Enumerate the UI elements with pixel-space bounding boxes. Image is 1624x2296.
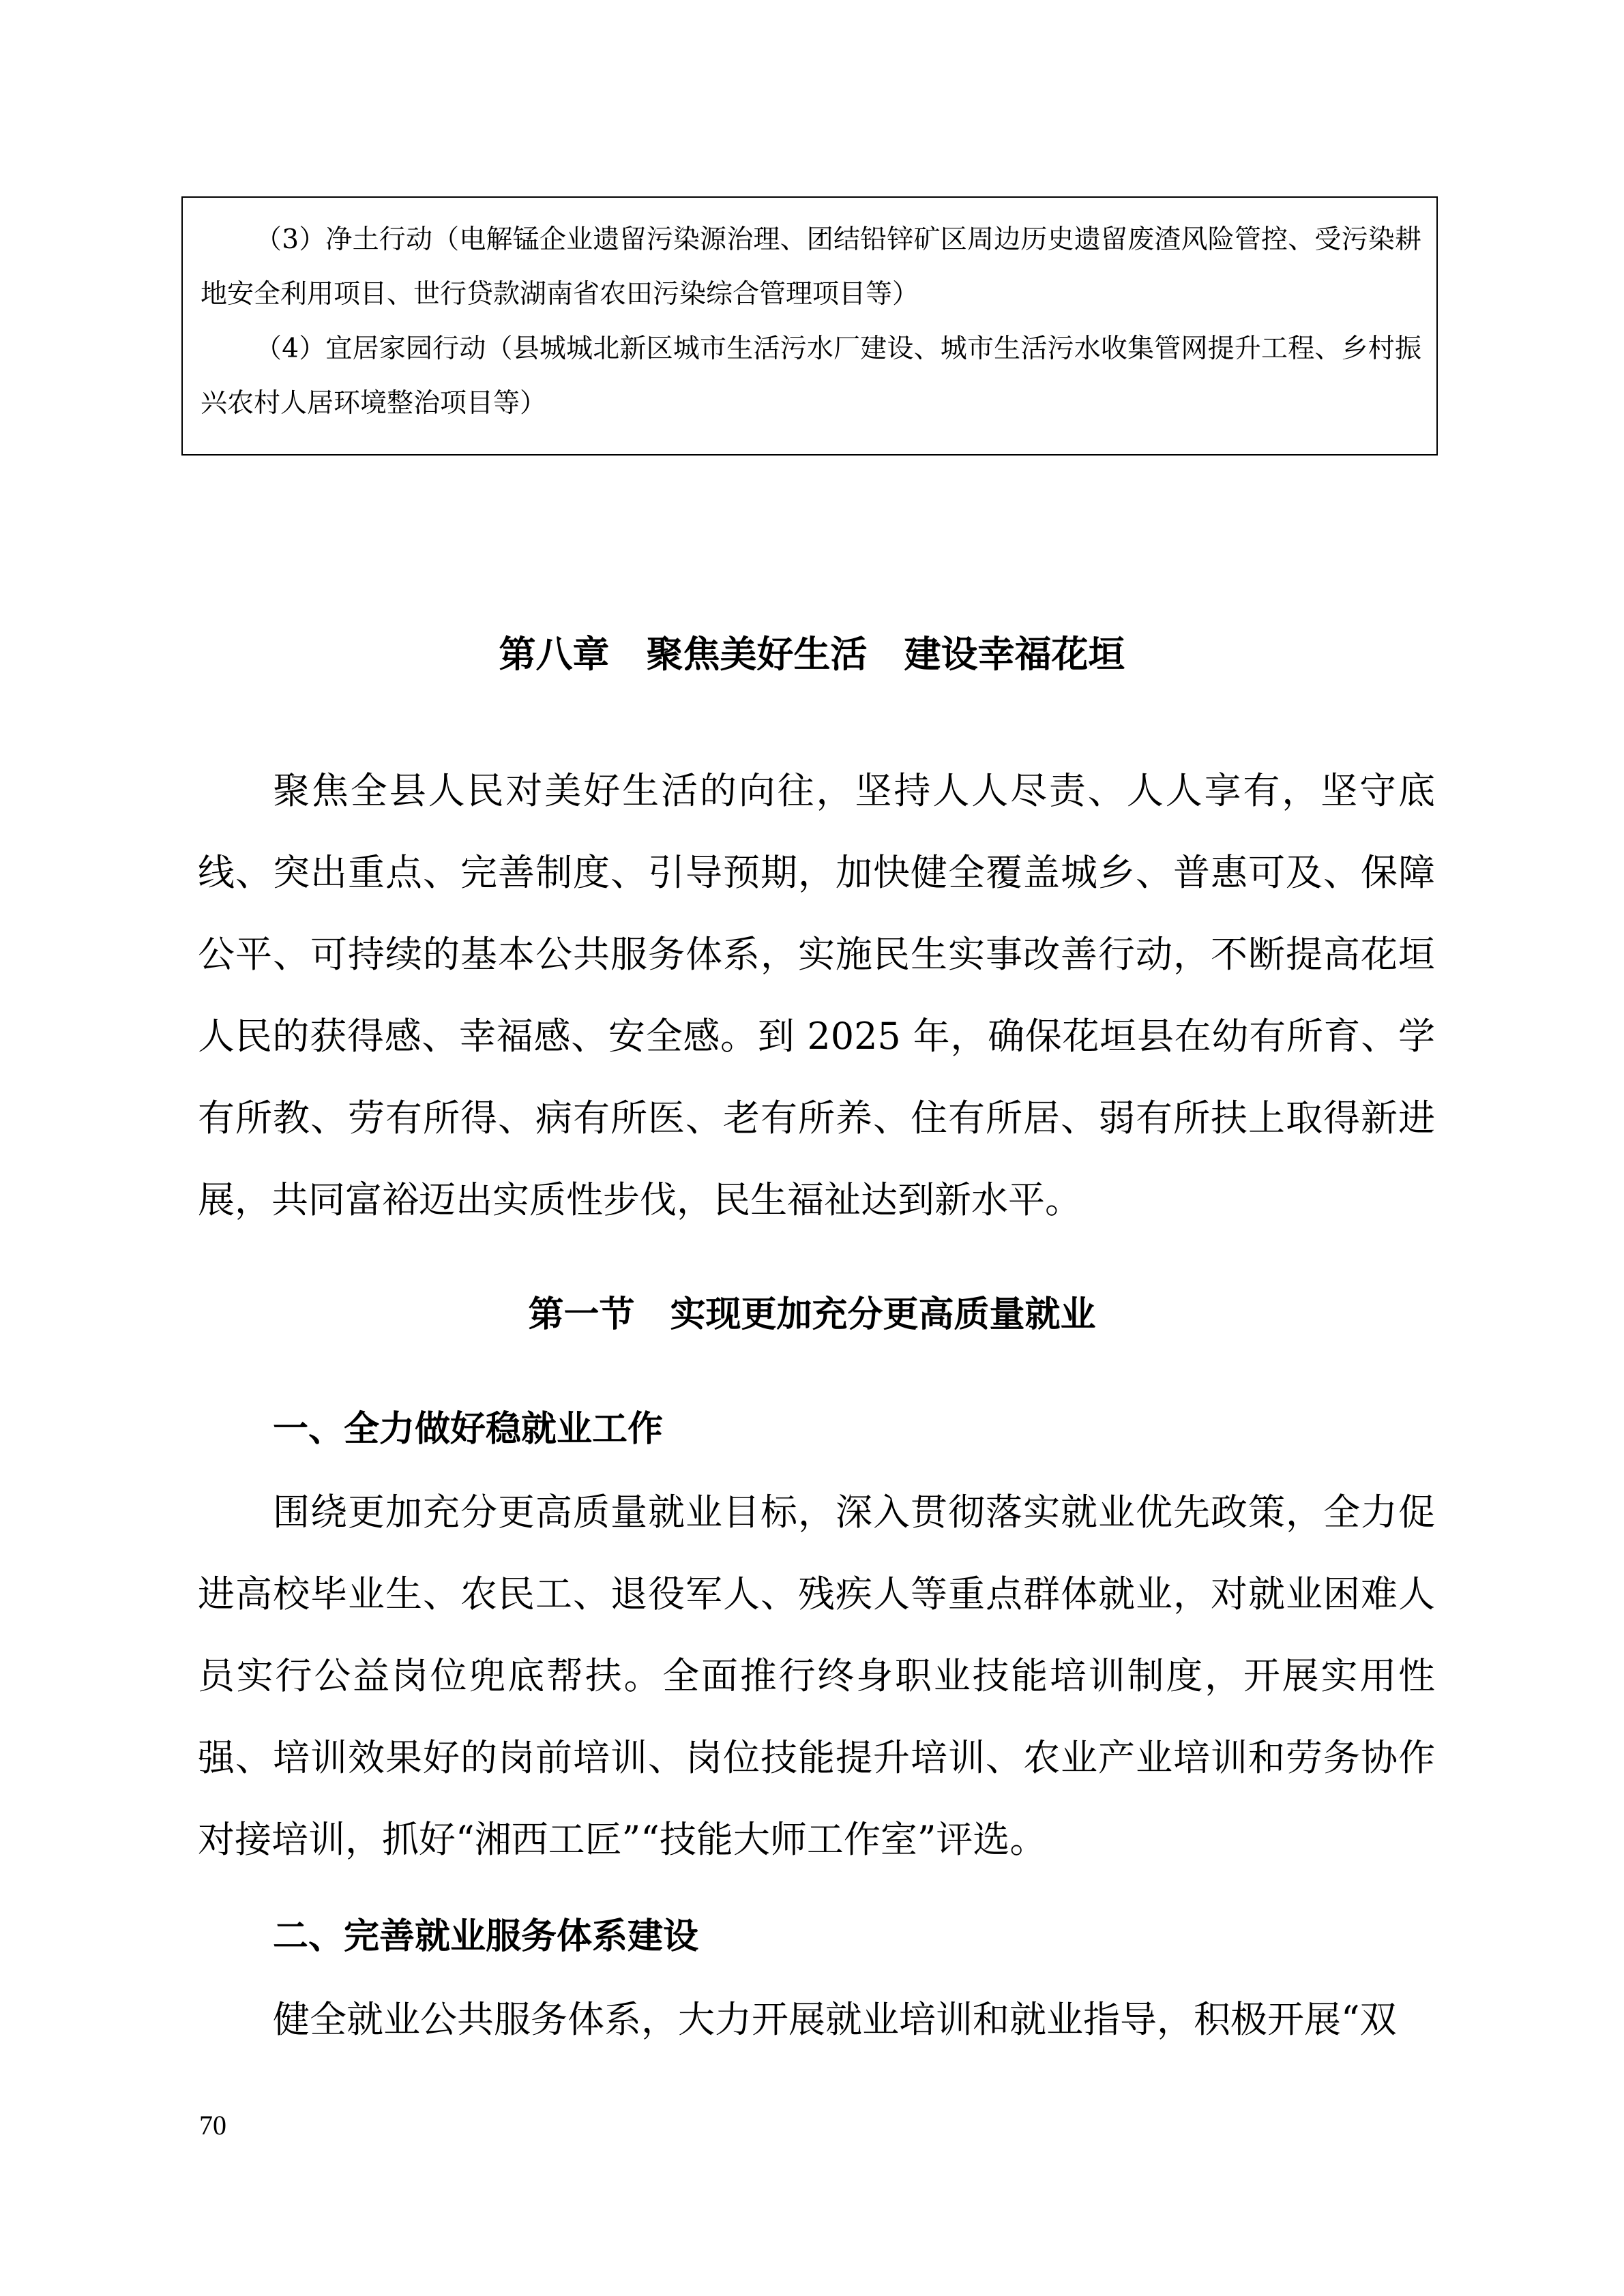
section-title: 第一节 实现更加充分更高质量就业: [528, 1294, 1096, 1335]
project-list-box: [181, 196, 1438, 456]
subsection-2-paragraph: 健全就业公共服务体系，大力开展就业培训和就业指导，积极开展“双: [273, 1998, 1397, 2041]
page-number: 70: [199, 2110, 226, 2141]
subsection-heading-1: 一、全力做好稳就业工作: [273, 1409, 664, 1450]
chapter-title: 第八章 聚焦美好生活 建设幸福花垣: [499, 633, 1125, 676]
subsection-heading-2: 二、完善就业服务体系建设: [273, 1916, 699, 1957]
box-item-3: （3）净土行动（电解锰企业遗留污染源治理、团结铅锌矿区周边历史遗留废渣风险管控、受污染耕地安全利用项目、世行贷款湖南省农田污染综合管理项目等）: [201, 224, 1421, 310]
chapter-intro-paragraph: 聚焦全县人民对美好生活的向往，坚持人人尽责、人人享有，坚守底线、突出重点、完善制度、引导预期，加快健全覆盖城乡、普惠可及、保障公平、可持续的基本公共服务体系，实施民生实事改善行动，不断提高花垣人民的获得感、幸福感、安全感。到 2025 年，确保花垣县在幼有所育、学有所教、劳有所得、病有所医、老有所养、住有所居、弱有所扶上取得新进展，共同富裕迈出实质性步伐，民生福祉达到新水平。: [198, 769, 1435, 1221]
box-item-4: （4）宜居家园行动（县城城北新区城市生活污水厂建设、城市生活污水收集管网提升工程、乡村振兴农村人居环境整治项目等）: [201, 333, 1421, 419]
subsection-1-paragraph: 围绕更加充分更高质量就业目标，深入贯彻落实就业优先政策，全力促进高校毕业生、农民工、退役军人、残疾人等重点群体就业，对就业困难人员实行公益岗位兜底帮扶。全面推行终身职业技能培训制度，开展实用性强、培训效果好的岗前培训、岗位技能提升培训、农业产业培训和劳务协作对接培训，抓好“湘西工匠”“技能大师工作室”评选。: [198, 1491, 1435, 1861]
